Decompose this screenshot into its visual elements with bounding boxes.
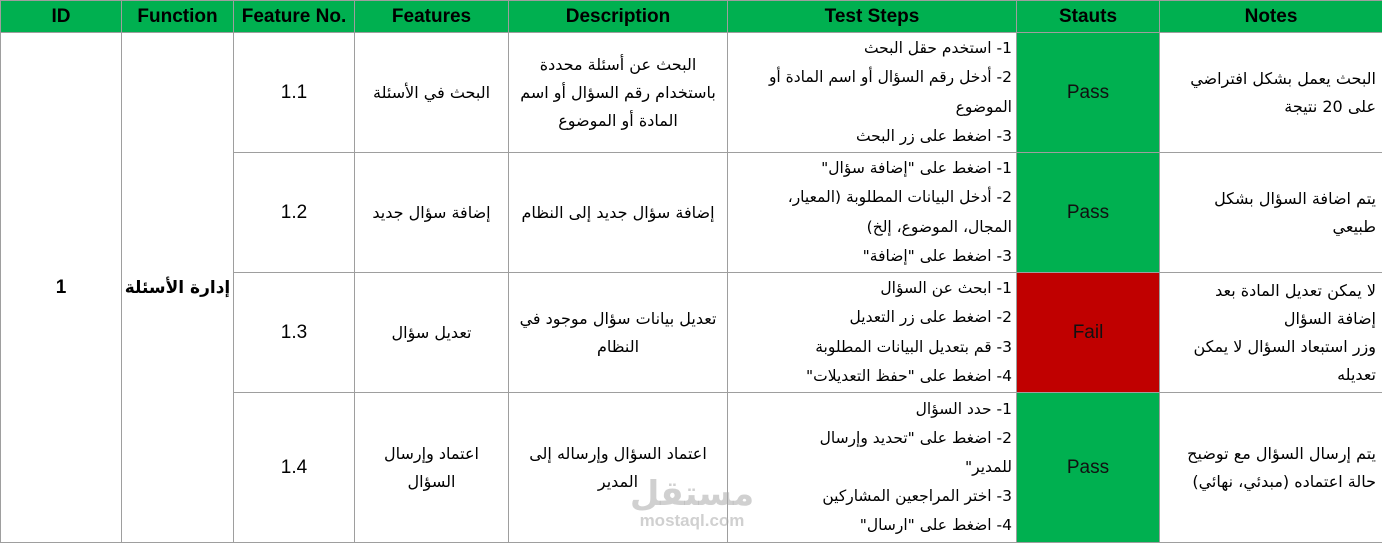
feature-no-cell: 1.4: [234, 393, 355, 543]
header-row: [1, 1, 1382, 33]
step-line: 3- اضغط على زر البحث: [855, 126, 1012, 145]
step-line: الموضوع: [955, 97, 1012, 116]
step-line: 2- أدخل البيانات المطلوبة (المعيار،: [787, 188, 1012, 207]
step-line: 2- أدخل رقم السؤال أو اسم المادة أو: [768, 68, 1012, 87]
step-line: 4- اضغط على "ارسال": [859, 516, 1012, 535]
status-label: Pass: [1066, 456, 1110, 478]
step-line: 3- اختر المراجعين المشاركين: [822, 487, 1012, 506]
header-features: Features: [355, 1, 509, 33]
feature-cell: إضافة سؤال جديد: [355, 153, 509, 273]
feature-cell: اعتماد وإرسال السؤال: [355, 393, 509, 543]
status-cell: [1017, 153, 1160, 273]
description-cell: إضافة سؤال جديد إلى النظام: [509, 153, 728, 273]
step-line: 1- استخدم حقل البحث: [863, 39, 1012, 58]
step-line: 4- اضغط على "حفظ التعديلات": [805, 366, 1012, 385]
step-line: 3- اضغط على "إضافة": [862, 246, 1012, 265]
notes-cell: يتم اضافة السؤال بشكل طبيعي: [1160, 153, 1382, 273]
test-steps-cell: [728, 33, 1017, 153]
status-cell: [1017, 393, 1160, 543]
note-line: تعديله: [1337, 364, 1376, 384]
test-steps-cell: [728, 393, 1017, 543]
notes-cell: يتم إرسال السؤال مع توضيح حالة اعتماده (مبدئي، نهائي): [1160, 393, 1382, 543]
feature-no-cell: 1.2: [234, 153, 355, 273]
description-cell: اعتماد السؤال وإرساله إلى المدير: [509, 393, 728, 543]
status-label: Pass: [1066, 201, 1110, 223]
step-line: للمدير": [965, 457, 1012, 476]
feature-no-cell: 1.1: [234, 33, 355, 153]
watermark-arabic: مستقل: [629, 474, 755, 514]
table-row: [1, 33, 1382, 153]
step-line: 1- ابحث عن السؤال: [880, 279, 1012, 298]
header-test-steps: Test Steps: [728, 1, 1017, 33]
feature-cell: تعديل سؤال: [355, 273, 509, 393]
header-description: Description: [509, 1, 728, 33]
function-cell: إدارة الأسئلة: [122, 33, 234, 543]
step-line: 3- قم بتعديل البيانات المطلوبة: [815, 337, 1012, 356]
test-steps-cell: [728, 273, 1017, 393]
feature-cell: البحث في الأسئلة: [355, 33, 509, 153]
header-status: Stauts: [1017, 1, 1160, 33]
step-line: 2- اضغط على زر التعديل: [849, 308, 1012, 327]
notes-cell: البحث يعمل بشكل افتراضي على 20 نتيجة: [1160, 33, 1382, 153]
header-id: ID: [1, 1, 122, 33]
description-cell: البحث عن أسئلة محددة باستخدام رقم السؤال أو اسم المادة أو الموضوع: [509, 33, 728, 153]
status-cell: [1017, 33, 1160, 153]
note-line: لا يمكن تعديل المادة بعد: [1215, 280, 1376, 300]
step-line: 2- اضغط على "تحديد وإرسال: [819, 428, 1012, 447]
step-line: 1- اضغط على "إضافة سؤال": [821, 159, 1012, 178]
header-function: Function: [122, 1, 234, 33]
header-feature-no: Feature No.: [234, 1, 355, 33]
status-label: Pass: [1066, 81, 1110, 103]
status-label: Fail: [1072, 321, 1104, 343]
description-cell: تعديل بيانات سؤال موجود في النظام: [509, 273, 728, 393]
notes-cell: [1160, 273, 1382, 393]
feature-no-cell: 1.3: [234, 273, 355, 393]
note-line: إضافة السؤال: [1283, 308, 1376, 328]
step-line: المجال، الموضوع، إلخ): [866, 217, 1012, 236]
step-line: 1- حدد السؤال: [915, 399, 1012, 418]
note-line: وزر استبعاد السؤال لا يمكن: [1193, 336, 1376, 356]
status-cell: [1017, 273, 1160, 393]
header-notes: Notes: [1160, 1, 1382, 33]
id-cell: 1: [1, 33, 122, 543]
test-steps-cell: [728, 153, 1017, 273]
watermark-latin: mostaql.com: [639, 511, 745, 530]
